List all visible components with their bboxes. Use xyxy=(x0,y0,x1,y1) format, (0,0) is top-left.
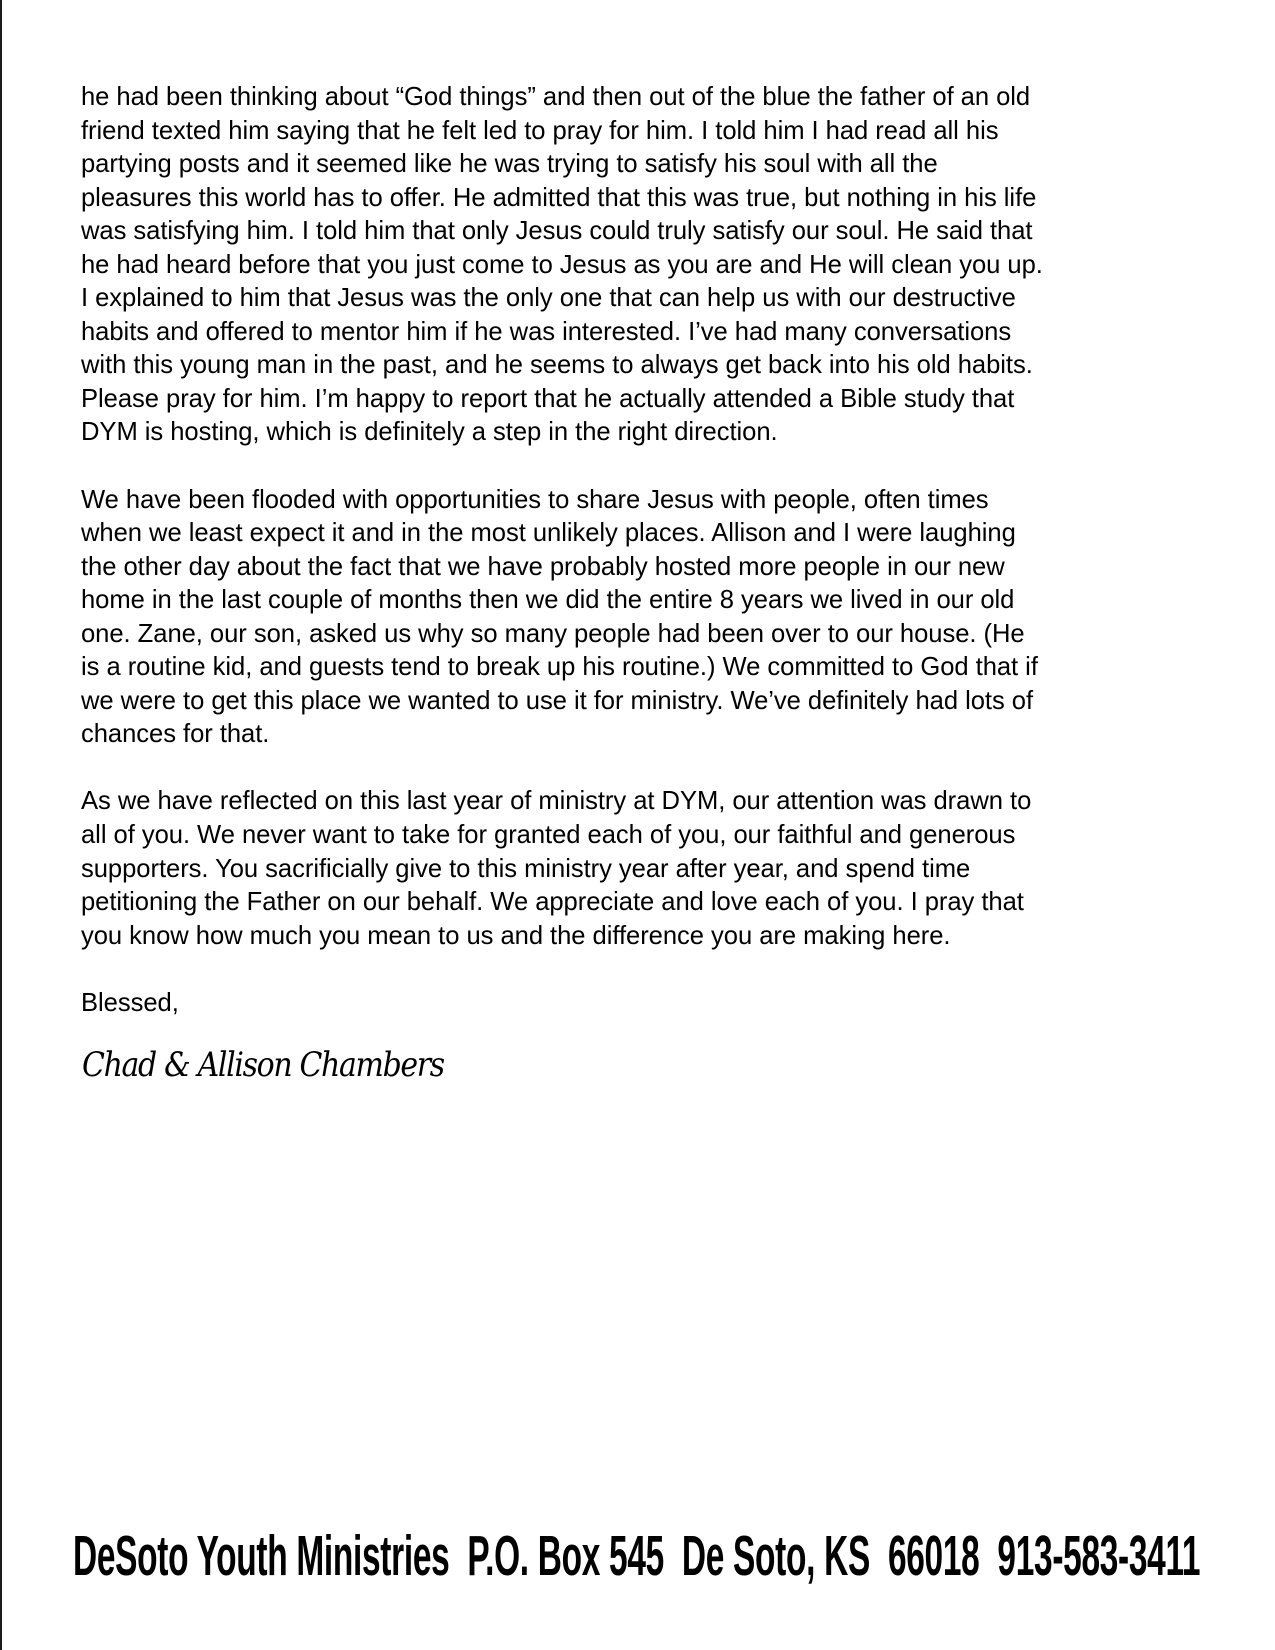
text-line: habits and offered to mentor him if he was interested. I’ve had many conversations xyxy=(81,317,1012,346)
text-line: supporters. You sacrificially give to this ministry year after year, and spend time xyxy=(81,854,971,883)
text-line: partying posts and it seemed like he was trying to satisfy his soul with all the xyxy=(81,150,938,179)
text-line: We have been flooded with opportunities to share Jesus with people, often times xyxy=(81,485,989,514)
text-line: DYM is hosting, which is definitely a step in the right direction. xyxy=(81,418,778,447)
text-line: pleasures this world has to offer. He admitted that this was true, but nothing in his life xyxy=(81,183,1037,212)
text-line: I explained to him that Jesus was the only one that can help us with our destructive xyxy=(81,284,1016,313)
text-line: he had heard before that you just come to Jesus as you are and He will clean you up. xyxy=(81,250,1043,279)
letter-body xyxy=(81,81,1211,1020)
text-line: was satisfying him. I told him that only Jesus could truly satisfy our soul. He said that xyxy=(81,217,1033,246)
text-line: we were to get this place we wanted to use it for ministry. We’ve definitely had lots of xyxy=(81,686,1034,715)
paragraph-2 xyxy=(81,484,1211,752)
footer-phone: 913-583-3411 xyxy=(997,1524,1201,1588)
text-line: the other day about the fact that we have probably hosted more people in our new xyxy=(81,552,1005,581)
text-line: with this young man in the past, and he seems to always get back into his old habits. xyxy=(81,351,1033,380)
footer-contact-line xyxy=(73,1521,1200,1591)
text-line: As we have reflected on this last year of ministry at DYM, our attention was drawn to xyxy=(81,787,1032,816)
paragraph-3 xyxy=(81,785,1211,953)
page-left-edge-rule xyxy=(0,0,2,1650)
text-line: home in the last couple of months then we did the entire 8 years we lived in our old xyxy=(81,586,1015,615)
text-line: Please pray for him. I’m happy to report that he actually attended a Bible study that xyxy=(81,384,1015,413)
paragraph-1 xyxy=(81,81,1211,450)
text-line: when we least expect it and in the most unlikely places. Allison and I were laughing xyxy=(81,519,1016,548)
text-line: you know how much you mean to us and the difference you are making here. xyxy=(81,921,951,950)
text-line: one. Zane, our son, asked us why so many people had been over to our house. (He xyxy=(81,619,1025,648)
text-line: is a routine kid, and guests tend to break up his routine.) We committed to God that if xyxy=(81,653,1038,682)
footer-organization: DeSoto Youth Ministries xyxy=(73,1524,450,1588)
closing-salutation: Blessed, xyxy=(81,988,179,1017)
footer-po-box: P.O. Box 545 xyxy=(467,1524,664,1588)
text-line: chances for that. xyxy=(81,720,270,749)
text-line: friend texted him saying that he felt led to pray for him. I told him I had read all his xyxy=(81,116,999,145)
text-line: petitioning the Father on our behalf. We appreciate and love each of you. I pray that xyxy=(81,888,1024,917)
footer-city-state-zip: De Soto, KS 66018 xyxy=(681,1524,980,1588)
text-line: all of you. We never want to take for granted each of you, our faithful and generous xyxy=(81,821,1016,850)
signature: Chad & Allison Chambers xyxy=(82,1045,444,1085)
text-line: he had been thinking about “God things” and then out of the blue the father of an old xyxy=(81,83,1031,111)
